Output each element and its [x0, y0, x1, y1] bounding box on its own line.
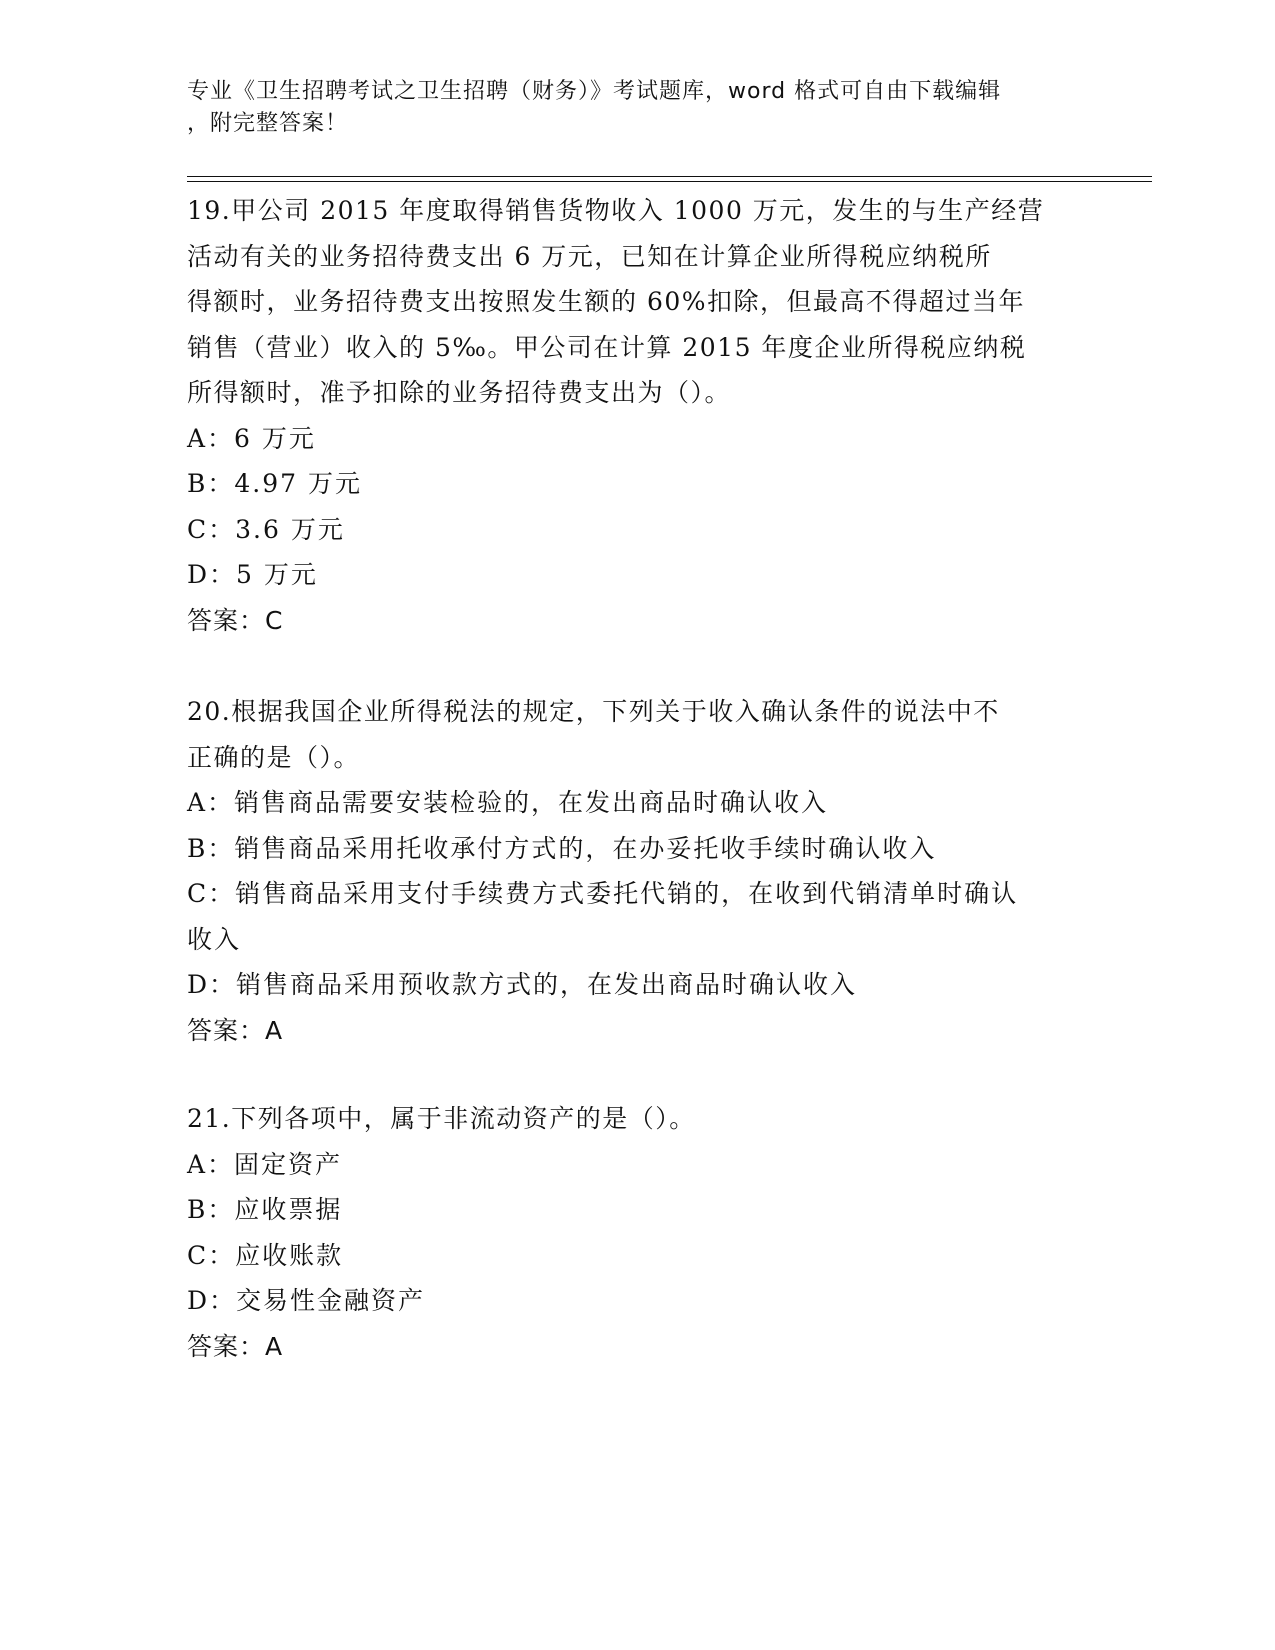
question-21: [187, 1096, 1087, 1369]
question-stem-line: 20.根据我国企业所得税法的规定，下列关于收入确认条件的说法中不: [187, 697, 1000, 726]
option-b: B：应收票据: [187, 1195, 343, 1224]
header-divider-bottom: [187, 181, 1152, 182]
document-header: [187, 76, 1087, 140]
question-stem-line: 所得额时，准予扣除的业务招待费支出为（）。: [187, 378, 732, 407]
option-c: C：销售商品采用支付手续费方式委托代销的，在收到代销清单时确认: [187, 879, 1019, 908]
option-c-continued: 收入: [187, 924, 242, 954]
header-line-2: ，附完整答案！: [187, 111, 349, 136]
question-stem-line: 正确的是（）。: [187, 742, 361, 772]
option-b: B：4.97 万元: [187, 469, 362, 498]
answer-label: 答案：A: [187, 1015, 284, 1045]
question-20: [187, 689, 1087, 1053]
option-a: A：固定资产: [187, 1149, 343, 1179]
header-line-1: 专业《卫生招聘考试之卫生招聘（财务）》考试题库，word 格式可自由下载编辑: [187, 79, 1002, 104]
question-stem-line: 活动有关的业务招待费支出 6 万元，已知在计算企业所得税应纳税所: [187, 241, 992, 271]
question-stem-line: 销售（营业）收入的 5‰。甲公司在计算 2015 年度企业所得税应纳税: [187, 332, 1027, 362]
answer-label: 答案：A: [187, 1331, 284, 1361]
option-a: A：销售商品需要安装检验的，在发出商品时确认收入: [187, 788, 829, 817]
answer-label: 答案：C: [187, 605, 284, 635]
option-b: B：销售商品采用托收承付方式的，在办妥托收手续时确认收入: [187, 833, 937, 863]
option-c: C：3.6 万元: [187, 514, 345, 544]
option-d: D：交易性金融资产: [187, 1286, 426, 1315]
question-19: [187, 188, 1087, 643]
question-stem-line: 19.甲公司 2015 年度取得销售货物收入 1000 万元，发生的与生产经营: [187, 196, 1045, 225]
option-d: D：5 万元: [187, 560, 318, 589]
option-a: A：6 万元: [187, 423, 316, 453]
header-divider-top: [187, 176, 1152, 177]
question-stem-line: 得额时，业务招待费支出按照发生额的 60%扣除，但最高不得超过当年: [187, 287, 1026, 316]
option-d: D：销售商品采用预收款方式的，在发出商品时确认收入: [187, 970, 858, 999]
question-stem-line: 21.下列各项中，属于非流动资产的是（）。: [187, 1104, 696, 1133]
option-c: C：应收账款: [187, 1240, 344, 1270]
